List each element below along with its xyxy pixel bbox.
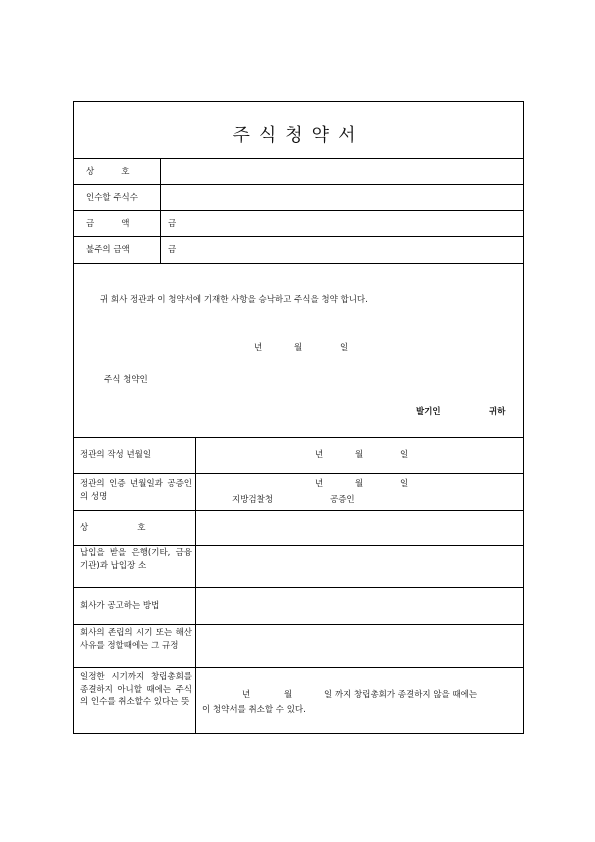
label-amount: 금 액 [86,219,130,229]
label-company-name: 상 호 [80,523,148,533]
row-company-name [74,511,523,546]
label-name: 상 호 [86,167,130,177]
title-row [74,102,523,159]
date-year[interactable]: 년 [254,343,263,353]
articles-year[interactable]: 년 [315,450,324,460]
cancel-month[interactable]: 월 [284,690,293,700]
row-cancellation [74,668,523,733]
label-notary: 정관의 인증 년월일과 공증인의 성명 [80,479,192,502]
label-articles-date: 정관의 작성 년월일 [80,450,152,460]
label-payment-place: 납입을 받을 은행(기타, 금융기관)과 납입장 소 [80,548,192,571]
seal-label: 발기인 [416,407,441,417]
page-title: 주식청약서 [232,125,365,146]
articles-month[interactable]: 월 [355,450,364,460]
applicant-label: 주식 청약인 [104,375,148,385]
notary-day[interactable]: 일 [400,479,409,489]
row-announcement [74,588,523,625]
row-deposit [74,237,523,264]
addressee-label: 귀하 [489,407,506,417]
label-cancellation: 일정한 시기까지 창립총회를 종결하지 아니할 때에는 주식의 인수를 취소할수 있다는 뜻 [80,672,192,707]
date-month[interactable]: 월 [294,343,303,353]
row-shares [74,185,523,211]
row-payment-place [74,546,523,588]
articles-day[interactable]: 일 [400,450,409,460]
label-dissolution: 회사의 존립의 시기 또는 해산사유를 정할때에는 그 규정 [80,628,192,651]
subscription-form [73,101,524,734]
label-deposit: 불주의 금액 [86,245,130,255]
row-amount [74,211,523,237]
row-articles-date [74,438,523,474]
cancel-year[interactable]: 년 [242,690,251,700]
date-day[interactable]: 일 [340,343,349,353]
cancel-line2: 이 청약서를 취소할 수 있다. [202,705,306,715]
row-notary [74,474,523,511]
notary-office[interactable]: 지방검찰청 [232,495,274,505]
value-amount[interactable]: 금 [168,219,177,229]
row-dissolution [74,625,523,668]
declaration-block [74,264,523,438]
value-deposit[interactable]: 금 [168,245,177,255]
label-shares: 인수할 주식수 [86,193,138,203]
notary-name[interactable]: 공증인 [330,495,355,505]
cancel-line1: 일 까지 창립총회가 종결하지 않을 때에는 [324,690,478,700]
notary-month[interactable]: 월 [355,479,364,489]
declaration-statement: 귀 회사 정관과 이 청약서에 기재한 사항을 승낙하고 주식을 청약 합니다. [100,295,368,305]
row-name [74,159,523,185]
label-announcement: 회사가 공고하는 방법 [80,601,160,611]
notary-year[interactable]: 년 [315,479,324,489]
